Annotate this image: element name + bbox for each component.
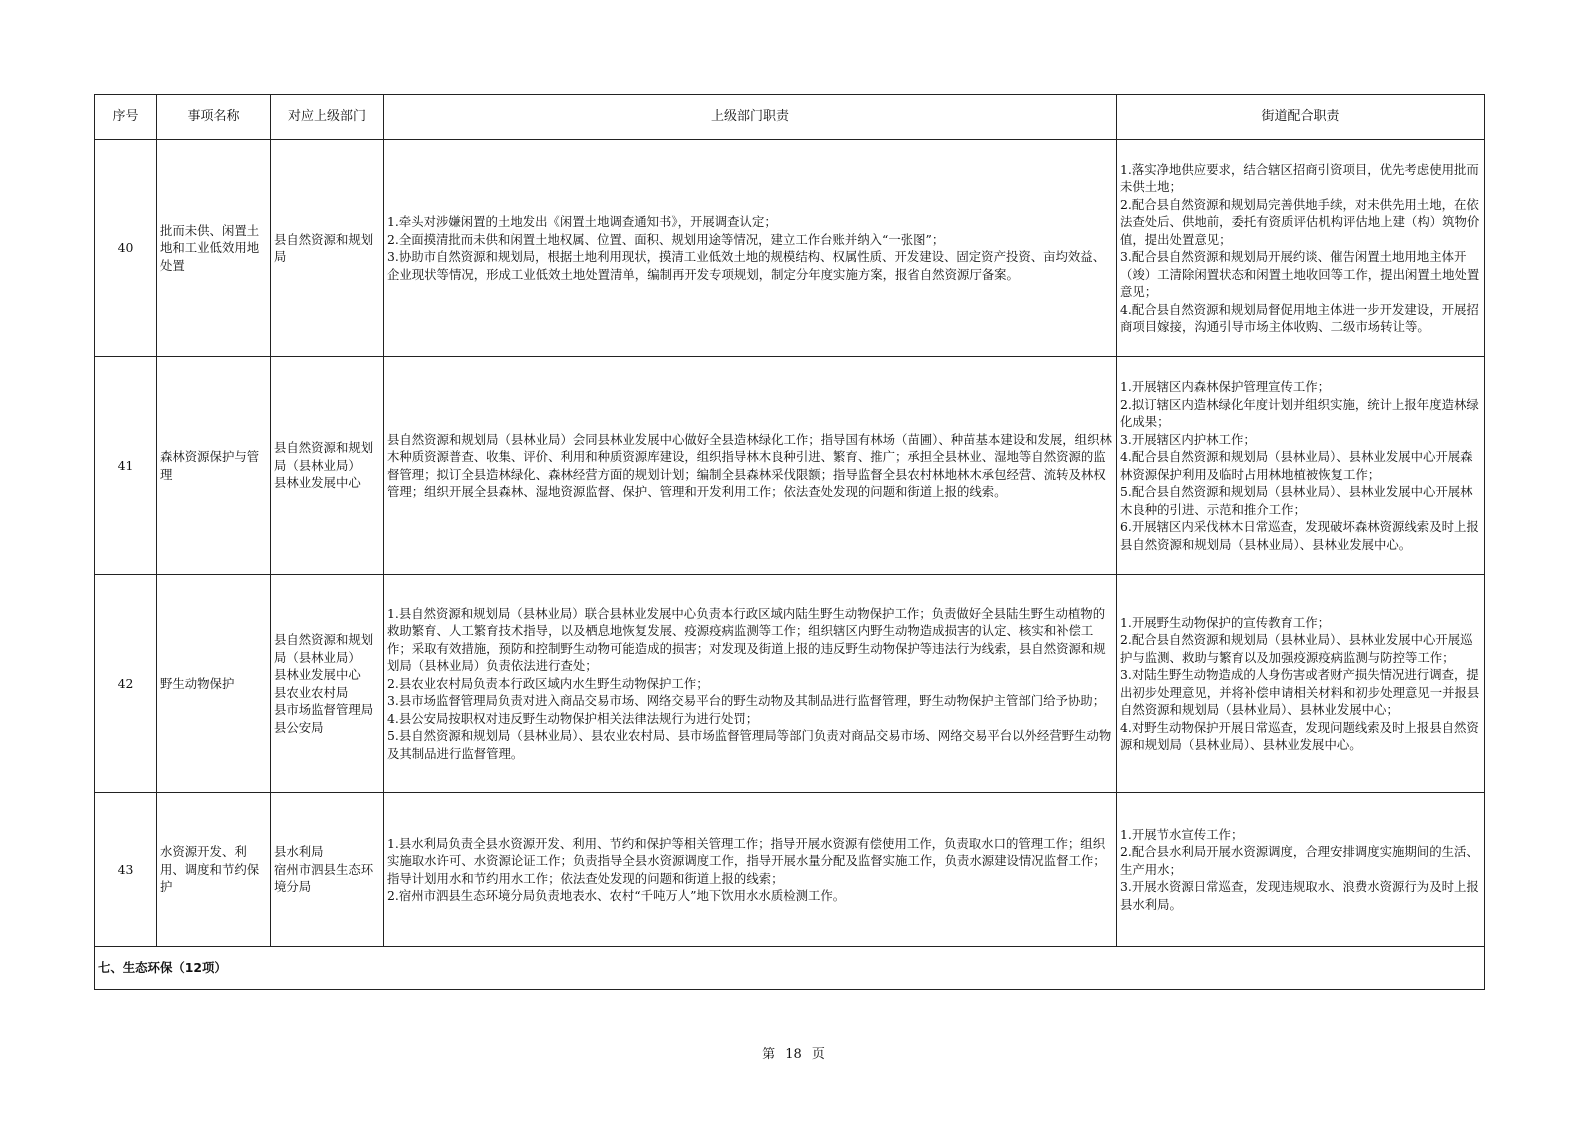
row-seq: 43 — [95, 793, 157, 947]
table-row — [95, 793, 1485, 947]
duty-table — [94, 94, 1485, 990]
row-superior-duty: 1.县自然资源和规划局（县林业局）联合县林业发展中心负责本行政区域内陆生野生动物保护工作；负责做好全县陆生野生动植物的救助繁育、人工繁育技术指导，以及栖息地恢复发展、疫源疫病监测等工作；组织辖区内野生动物造成损害的认定、核实和补偿工作；采取有效措施，预防和控制野生动物可能造成的损害；对发现及街道上报的违反野生动物保护等违法行为线索，县自然资源和规划局（县林业局）负责依法进行查处； 2.县农业农村局负责本行政区域内水生野生动物保护工作； 3.县市场监督管理局负责对进入商品交易市场、网络交易平台的野生动物及其制品进行监督管理，野生动物保护主管部门给予协助； 4.县公安局按职权对违反野生动物保护相关法律法规行为进行处罚； 5.县自然资源和规划局（县林业局）、县农业农村局、县市场监督管理局等部门负责对商品交易市场、网络交易平台以外经营野生动物及其制品进行监督管理。 — [384, 575, 1117, 793]
row-superior-duty: 1.牵头对涉嫌闲置的土地发出《闲置土地调查通知书》，开展调查认定； 2.全面摸清批而未供和闲置土地权属、位置、面积、规划用途等情况，建立工作台账并纳入“一张图”； 3.协助市自然资源和规划局，根据土地利用现状，摸清工业低效土地的规模结构、权属性质、开发建设、固定资产投资、亩均效益、企业现状等情况，形成工业低效土地处置清单，编制再开发专项规划，制定分年度实施方案，报省自然资源厅备案。 — [384, 140, 1117, 357]
row-item-name: 森林资源保护与管理 — [157, 357, 271, 575]
row-seq: 42 — [95, 575, 157, 793]
row-item-name: 水资源开发、利用、调度和节约保护 — [157, 793, 271, 947]
row-item-name: 批而未供、闲置土地和工业低效用地处置 — [157, 140, 271, 357]
section-row — [95, 947, 1485, 990]
table-header-row — [95, 95, 1485, 140]
row-street-duty: 1.开展野生动物保护的宣传教育工作； 2.配合县自然资源和规划局（县林业局）、县林业发展中心开展巡护与监测、救助与繁育以及加强疫源疫病监测与防控等工作； 3.对陆生野生动物造成的人身伤害或者财产损失情况进行调查，提出初步处理意见，并将补偿申请相关材料和初步处理意见一并报县自然资源和规划局（县林业局）、县林业发展中心； 4.对野生动物保护开展日常巡查，发现问题线索及时上报县自然资源和规划局（县林业局）、县林业发展中心。 — [1117, 575, 1485, 793]
table-row — [95, 140, 1485, 357]
page-number: 18 — [785, 1047, 802, 1062]
row-superior-dept: 县自然资源和规划局（县林业局） 县林业发展中心 县农业农村局 县市场监督管理局 县公安局 — [271, 575, 384, 793]
header-seq: 序号 — [95, 95, 157, 140]
row-item-name: 野生动物保护 — [157, 575, 271, 793]
page-number-suffix: 页 — [811, 1047, 825, 1062]
row-superior-dept: 县自然资源和规划局 — [271, 140, 384, 357]
header-item-name: 事项名称 — [157, 95, 271, 140]
page-number-prefix: 第 — [762, 1047, 776, 1062]
section-heading: 七、生态环保（12项） — [95, 947, 1485, 990]
header-superior-dept: 对应上级部门 — [271, 95, 384, 140]
row-seq: 40 — [95, 140, 157, 357]
row-street-duty: 1.落实净地供应要求，结合辖区招商引资项目，优先考虑使用批而未供土地； 2.配合县自然资源和规划局完善供地手续，对未供先用土地，在依法查处后、供地前，委托有资质评估机构评估地上建（构）筑物价值，提出处置意见； 3.配合县自然资源和规划局开展约谈、催告闲置土地用地主体开（竣）工清除闲置状态和闲置土地收回等工作，提出闲置土地处置意见； 4.配合县自然资源和规划局督促用地主体进一步开发建设，开展招商项目嫁接，沟通引导市场主体收购、二级市场转让等。 — [1117, 140, 1485, 357]
row-superior-duty: 县自然资源和规划局（县林业局）会同县林业发展中心做好全县造林绿化工作；指导国有林场（苗圃）、种苗基本建设和发展，组织林木种质资源普查、收集、评价、利用和种质资源库建设，组织指导林木良种引进、繁育、推广；承担全县林业、湿地等自然资源的监督管理；拟订全县造林绿化、森林经营方面的规划计划；编制全县森林采伐限额；指导监督全县农村林地林木承包经营、流转及林权管理；组织开展全县森林、湿地资源监督、保护、管理和开发利用工作；依法查处发现的问题和街道上报的线索。 — [384, 357, 1117, 575]
row-superior-dept: 县水利局 宿州市泗县生态环境分局 — [271, 793, 384, 947]
row-street-duty: 1.开展辖区内森林保护管理宣传工作； 2.拟订辖区内造林绿化年度计划并组织实施，统计上报年度造林绿化成果； 3.开展辖区内护林工作； 4.配合县自然资源和规划局（县林业局）、县林业发展中心开展森林资源保护利用及临时占用林地植被恢复工作； 5.配合县自然资源和规划局（县林业局）、县林业发展中心开展林木良种的引进、示范和推介工作； 6.开展辖区内采伐林木日常巡查，发现破坏森林资源线索及时上报县自然资源和规划局（县林业局）、县林业发展中心。 — [1117, 357, 1485, 575]
header-superior-duty: 上级部门职责 — [384, 95, 1117, 140]
header-street-duty: 街道配合职责 — [1117, 95, 1485, 140]
table-row — [95, 575, 1485, 793]
page-footer — [0, 1043, 1587, 1062]
row-superior-duty: 1.县水利局负责全县水资源开发、利用、节约和保护等相关管理工作；指导开展水资源有偿使用工作，负责取水口的管理工作；组织实施取水许可、水资源论证工作；负责指导全县水资源调度工作，指导开展水量分配及监督实施工作，负责水源建设情况监督工作；指导计划用水和节约用水工作；依法查处发现的问题和街道上报的线索； 2.宿州市泗县生态环境分局负责地表水、农村“千吨万人”地下饮用水水质检测工作。 — [384, 793, 1117, 947]
table-row — [95, 357, 1485, 575]
row-seq: 41 — [95, 357, 157, 575]
row-street-duty: 1.开展节水宣传工作； 2.配合县水利局开展水资源调度，合理安排调度实施期间的生活、生产用水； 3.开展水资源日常巡查，发现违规取水、浪费水资源行为及时上报县水利局。 — [1117, 793, 1485, 947]
row-superior-dept: 县自然资源和规划局（县林业局） 县林业发展中心 — [271, 357, 384, 575]
